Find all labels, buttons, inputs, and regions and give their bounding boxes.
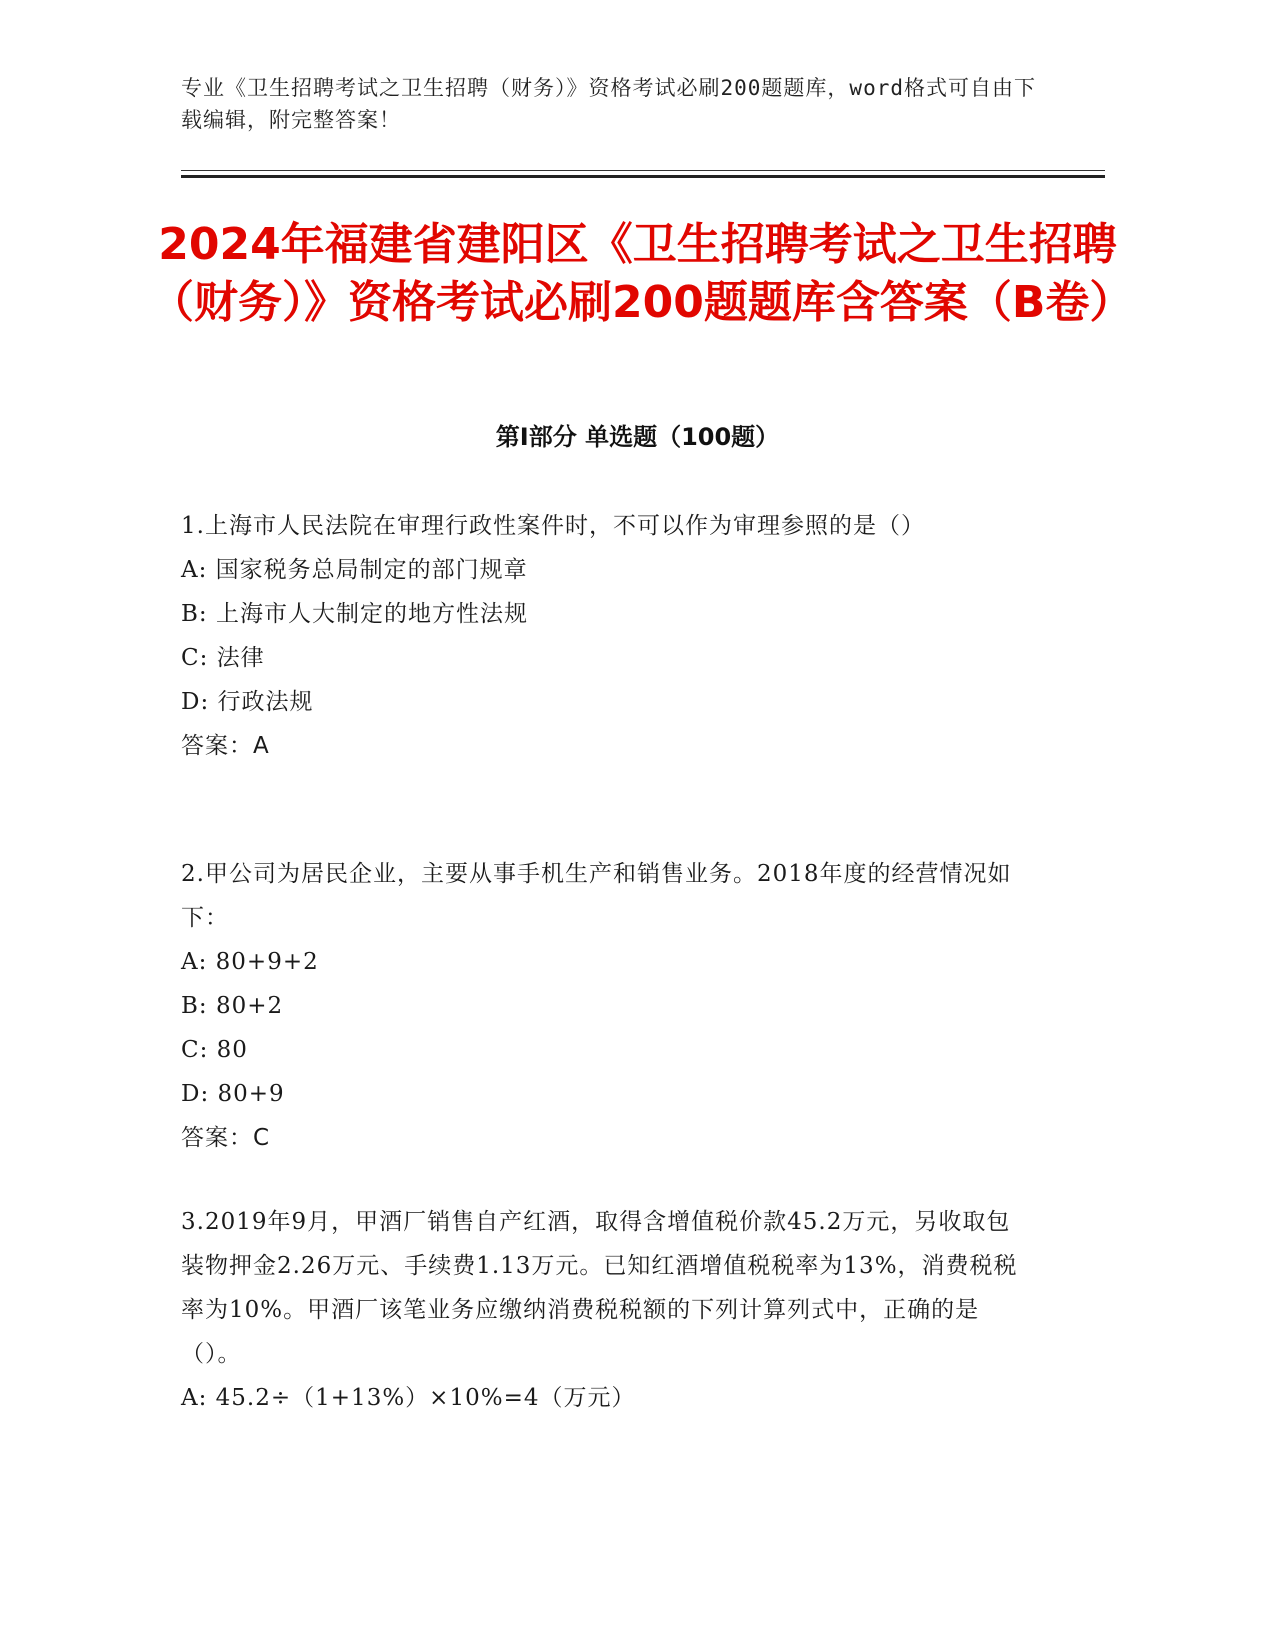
answer-line: 答案：A xyxy=(181,733,270,759)
option-d: D: 行政法规 xyxy=(181,689,314,715)
option-d: D: 80+9 xyxy=(181,1081,285,1107)
question-stem: 2.甲公司为居民企业，主要从事手机生产和销售业务。2018年度的经营情况如下： xyxy=(181,861,1012,931)
option-c: C: 法律 xyxy=(181,645,265,671)
answer-line: 答案：C xyxy=(181,1125,271,1151)
question-stem: 3.2019年9月，甲酒厂销售自产红酒，取得含增值税价款45.2万元，另收取包装物押金2.26万元、手续费1.13万元。已知红酒增值税税率为13%，消费税税率为10%。甲酒厂该笔业务应缴纳消费税税额的下列计算列式中，正确的是（）。 xyxy=(181,1209,1018,1367)
question-item xyxy=(181,852,1031,1160)
option-a: A: 国家税务总局制定的部门规章 xyxy=(181,557,528,583)
question-item xyxy=(181,1200,1031,1420)
document-title: 2024年福建省建阳区《卫生招聘考试之卫生招聘（财务）》资格考试必刷200题题库含答案（B卷） xyxy=(150,219,1134,328)
header-divider-thick xyxy=(181,175,1105,178)
option-b: B: 上海市人大制定的地方性法规 xyxy=(181,601,528,627)
option-b: B: 80+2 xyxy=(181,993,284,1019)
header-divider-thin xyxy=(181,170,1105,171)
header-note: 专业《卫生招聘考试之卫生招聘（财务）》资格考试必刷200题题库，word格式可自由下载编辑，附完整答案！ xyxy=(181,76,1036,132)
section-heading: 第Ⅰ部分 单选题（100题） xyxy=(495,423,780,451)
option-a: A: 45.2÷（1+13%）×10%=4（万元） xyxy=(181,1385,636,1411)
option-c: C: 80 xyxy=(181,1037,248,1063)
question-stem: 1.上海市人民法院在审理行政性案件时，不可以作为审理参照的是（） xyxy=(181,513,925,539)
option-a: A: 80+9+2 xyxy=(181,949,319,975)
question-item xyxy=(181,504,1031,768)
